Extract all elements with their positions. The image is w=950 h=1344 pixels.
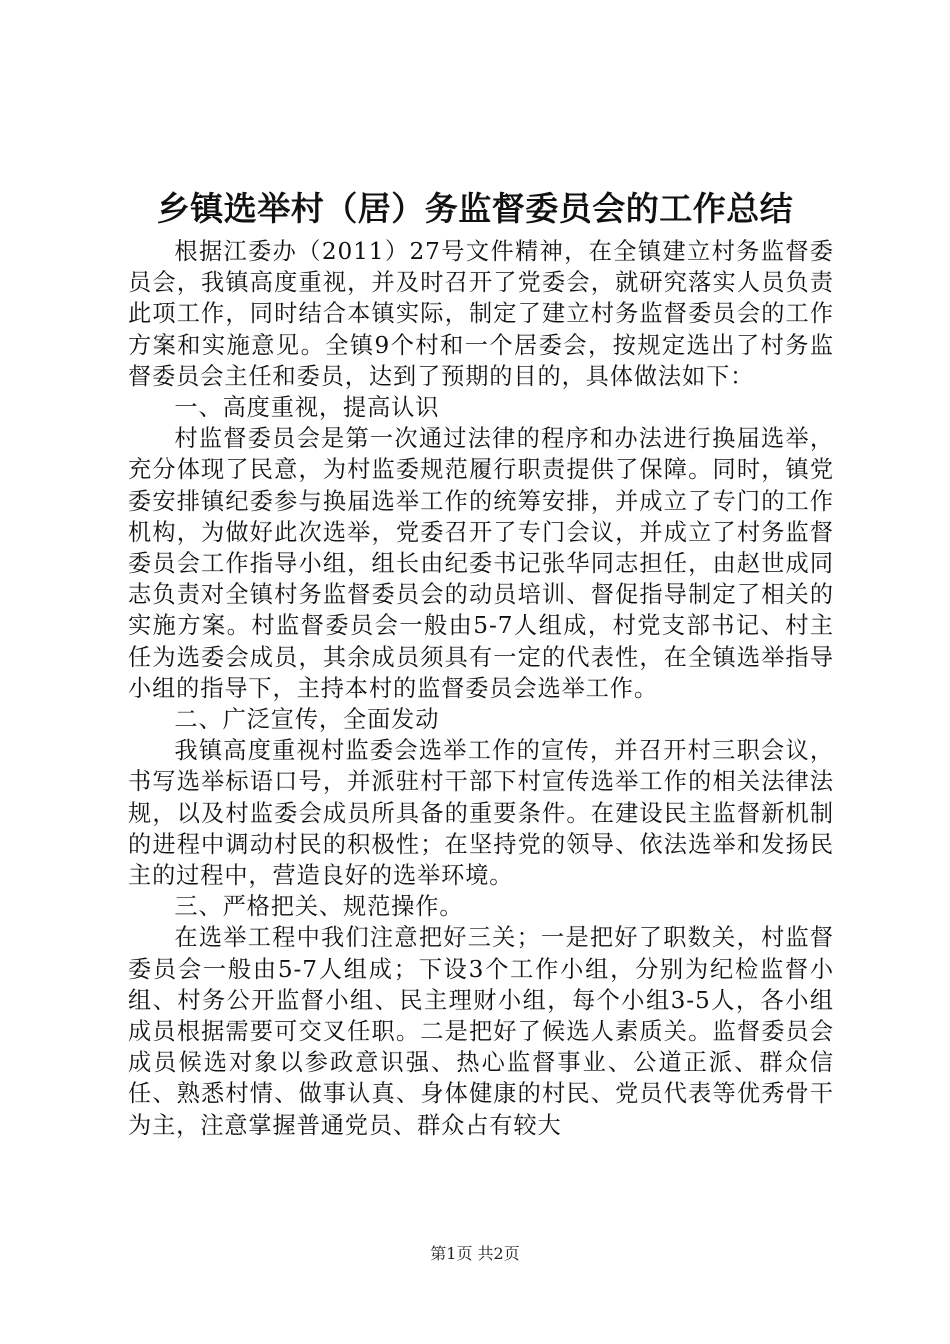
- section-heading-3: 三、严格把关、规范操作。: [174, 893, 464, 921]
- paragraph-section-3: 在选举工程中我们注意把好三关；一是把好了职数关，村监督委员会一般由5-7人组成；下设3个工作小组，分别为纪检监督小组、村务公开监督小组、民主理财小组，每个小组3-5人，各小组成员根据需要可交叉任职。二是把好了候选人素质关。监督委员会成员候选对象以参政意识强、热心监督事业、公道正派、群众信任、熟悉村情、做事认真、身体健康的村民、党员代表等优秀骨干为主，注意掌握普通党员、群众占有较大: [128, 924, 834, 1139]
- section-heading-1: 一、高度重视，提高认识: [174, 394, 440, 422]
- paragraph-section-1: 村监督委员会是第一次通过法律的程序和办法进行换届选举，充分体现了民意，为村监委规范履行职责提供了保障。同时，镇党委安排镇纪委参与换届选举工作的统筹安排，并成立了专门的工作机构，为做好此次选举，党委召开了专门会议，并成立了村务监督委员会工作指导小组，组长由纪委书记张华同志担任，由赵世成同志负责对全镇村务监督委员会的动员培训、督促指导制定了相关的实施方案。村监督委员会一般由5-7人组成，村党支部书记、村主任为选委会成员，其余成员须具有一定的代表性，在全镇选举指导小组的指导下，主持本村的监督委员会选举工作。: [128, 425, 834, 702]
- section-heading-2: 二、广泛宣传，全面发动: [174, 706, 440, 734]
- paragraph-intro: 根据江委办（2011）27号文件精神，在全镇建立村务监督委员会，我镇高度重视，并及时召开了党委会，就研究落实人员负责此项工作，同时结合本镇实际，制定了建立村务监督委员会的工作方案和实施意见。全镇9个村和一个居委会，按规定选出了村务监督委员会主任和委员，达到了预期的目的，具体做法如下：: [128, 238, 834, 390]
- document-body: [128, 236, 834, 1141]
- paragraph-section-2: 我镇高度重视村监委会选举工作的宣传，并召开村三职会议，书写选举标语口号，并派驻村干部下村宣传选举工作的相关法律法规，以及村监委会成员所具备的重要条件。在建设民主监督新机制的进程中调动村民的积极性；在坚持党的领导、依法选举和发扬民主的过程中，营造良好的选举环境。: [128, 737, 834, 890]
- document-title: 乡镇选举村（居）务监督委员会的工作总结: [156, 189, 794, 228]
- page-number: 第1页 共2页: [430, 1244, 520, 1263]
